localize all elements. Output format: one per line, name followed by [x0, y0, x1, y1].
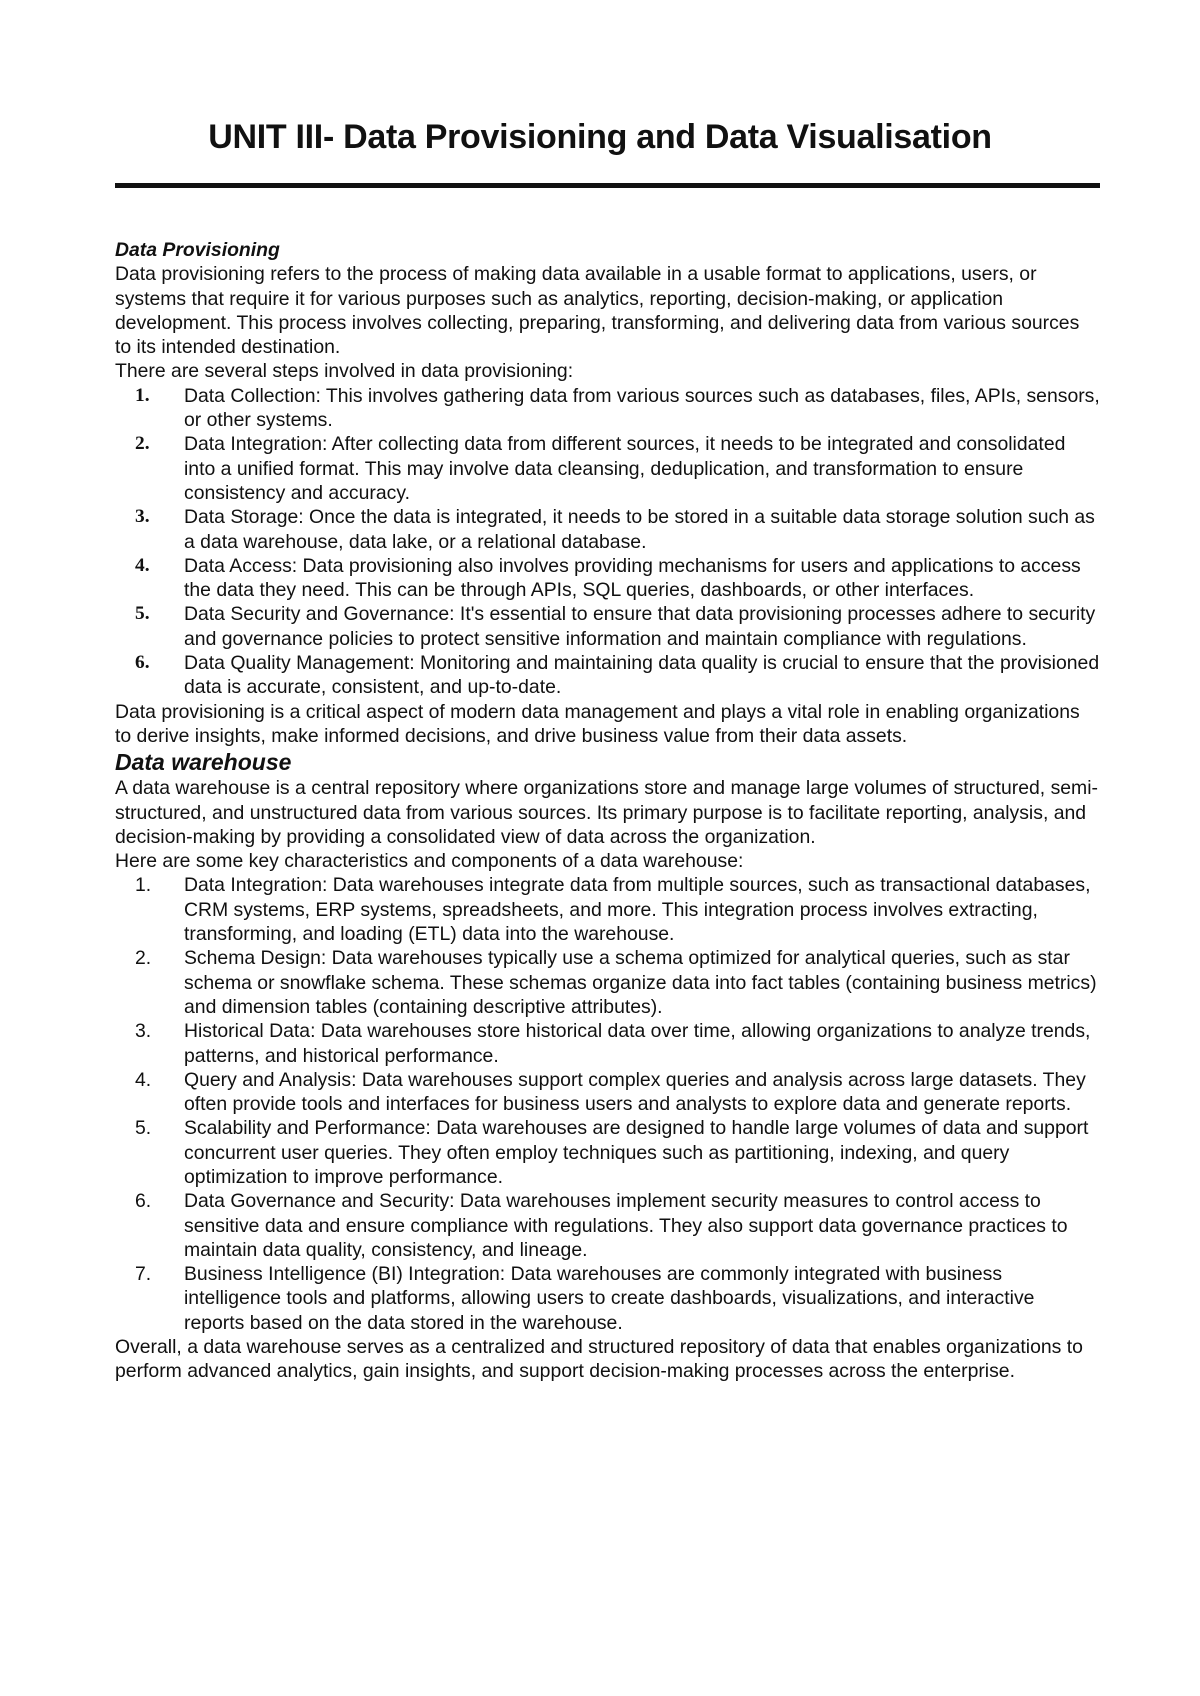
list-number: 5.: [135, 1117, 152, 1140]
list-text: Historical Data: Data warehouses store historical data over time, allowing organizations to analyze trends, patterns, and historical performance.: [184, 1020, 1091, 1067]
section-data-warehouse: [115, 748, 1100, 1383]
list-item: [115, 651, 1100, 700]
list-text: Data Integration: After collecting data from different sources, it needs to be integrated and consolidated into a unified format. This may involve data cleansing, deduplication, and transformation to ensure consistency and accuracy.: [184, 433, 1066, 504]
list-number: 1.: [135, 874, 152, 897]
list-text: Scalability and Performance: Data warehouses are designed to handle large volumes of data and support concurrent user queries. They often employ techniques such as partitioning, indexing, and query optimization to improve performance.: [184, 1117, 1089, 1188]
warehouse-characteristics-list: [115, 873, 1100, 1335]
list-item: [115, 505, 1100, 554]
list-item: [115, 1189, 1100, 1262]
warehouse-conclusion: Overall, a data warehouse serves as a centralized and structured repository of data that enables organizations to perform advanced analytics, gain insights, and support decision-making processes across the enterprise.: [115, 1336, 1083, 1383]
list-text: Business Intelligence (BI) Integration: Data warehouses are commonly integrated with business intelligence tools and platforms, allowing users to create dashboards, visualizations, and interactive reports based on the data stored in the warehouse.: [184, 1263, 1035, 1334]
list-number: 7.: [135, 1263, 152, 1286]
list-item: [115, 1116, 1100, 1189]
list-item: [115, 873, 1100, 946]
list-number: 3.: [135, 1020, 152, 1043]
provisioning-intro: Data provisioning refers to the process of making data available in a usable format to applications, users, or systems that require it for various purposes such as analytics, reporting, decision-making, or application development. This process involves collecting, preparing, transforming, and delivering data from various sources to its intended destination.: [115, 263, 1080, 359]
provisioning-steps-list: [115, 384, 1100, 700]
list-text: Schema Design: Data warehouses typically use a schema optimized for analytical queries, such as star schema or snowflake schema. These schemas organize data into fact tables (containing business metrics) and dimension tables (containing descriptive attributes).: [184, 947, 1097, 1018]
provisioning-steps-intro: There are several steps involved in data provisioning:: [115, 360, 574, 383]
warehouse-intro: A data warehouse is a central repository where organizations store and manage large volumes of structured, semi-structured, and unstructured data from various sources. Its primary purpose is to facilitate reporting, analysis, and decision-making by providing a consolidated view of data across the organization.: [115, 777, 1098, 848]
document-body: [115, 238, 1100, 1384]
section-heading-warehouse: Data warehouse: [115, 749, 292, 776]
list-text: Data Storage: Once the data is integrated, it needs to be stored in a suitable data storage solution such as a data warehouse, data lake, or a relational database.: [184, 506, 1095, 553]
list-text: Data Collection: This involves gathering data from various sources such as databases, files, APIs, sensors, or other systems.: [184, 384, 1100, 432]
list-number: 4.: [135, 1068, 152, 1091]
page-title: UNIT III- Data Provisioning and Data Visualisation: [208, 118, 992, 156]
section-data-provisioning: [115, 238, 1100, 748]
list-number: 2.: [135, 433, 150, 455]
list-number: 2.: [135, 947, 152, 970]
list-item: [115, 384, 1100, 433]
list-item: [115, 1019, 1100, 1068]
list-item: [115, 554, 1100, 603]
list-item: [115, 946, 1100, 1019]
list-text: Data Integration: Data warehouses integrate data from multiple sources, such as transactional databases, CRM systems, ERP systems, spreadsheets, and more. This integration process involves extracting, transforming, and loading (ETL) data into the warehouse.: [184, 874, 1091, 946]
title-divider: [115, 183, 1100, 188]
provisioning-conclusion: Data provisioning is a critical aspect of modern data management and plays a vital role in enabling organizations to derive insights, make informed decisions, and drive business value from their data assets.: [115, 700, 1080, 747]
warehouse-items-intro: Here are some key characteristics and components of a data warehouse:: [115, 850, 744, 873]
list-item: [115, 1068, 1100, 1117]
list-number: 1.: [135, 384, 150, 406]
list-number: 5.: [135, 603, 150, 625]
list-number: 6.: [135, 1190, 152, 1213]
list-number: 4.: [135, 554, 150, 576]
list-item: [115, 602, 1100, 651]
list-text: Query and Analysis: Data warehouses support complex queries and analysis across large datasets. They often provide tools and interfaces for business users and analysts to explore data and generate reports.: [184, 1068, 1086, 1116]
section-heading-provisioning: Data Provisioning: [115, 239, 280, 261]
list-text: Data Quality Management: Monitoring and maintaining data quality is crucial to ensure that the provisioned data is accurate, consistent, and up-to-date.: [184, 652, 1100, 699]
list-text: Data Security and Governance: It's essential to ensure that data provisioning processes adhere to security and governance policies to protect sensitive information and maintain compliance with regulations.: [184, 603, 1096, 650]
list-number: 6.: [135, 652, 150, 674]
list-number: 3.: [135, 506, 150, 528]
list-text: Data Access: Data provisioning also involves providing mechanisms for users and applications to access the data they need. This can be through APIs, SQL queries, dashboards, or other interfaces.: [184, 554, 1081, 602]
list-item: [115, 1262, 1100, 1335]
list-text: Data Governance and Security: Data warehouses implement security measures to control access to sensitive data and ensure compliance with regulations. They also support data governance practices to maintain data quality, consistency, and lineage.: [184, 1190, 1068, 1261]
list-item: [115, 432, 1100, 505]
